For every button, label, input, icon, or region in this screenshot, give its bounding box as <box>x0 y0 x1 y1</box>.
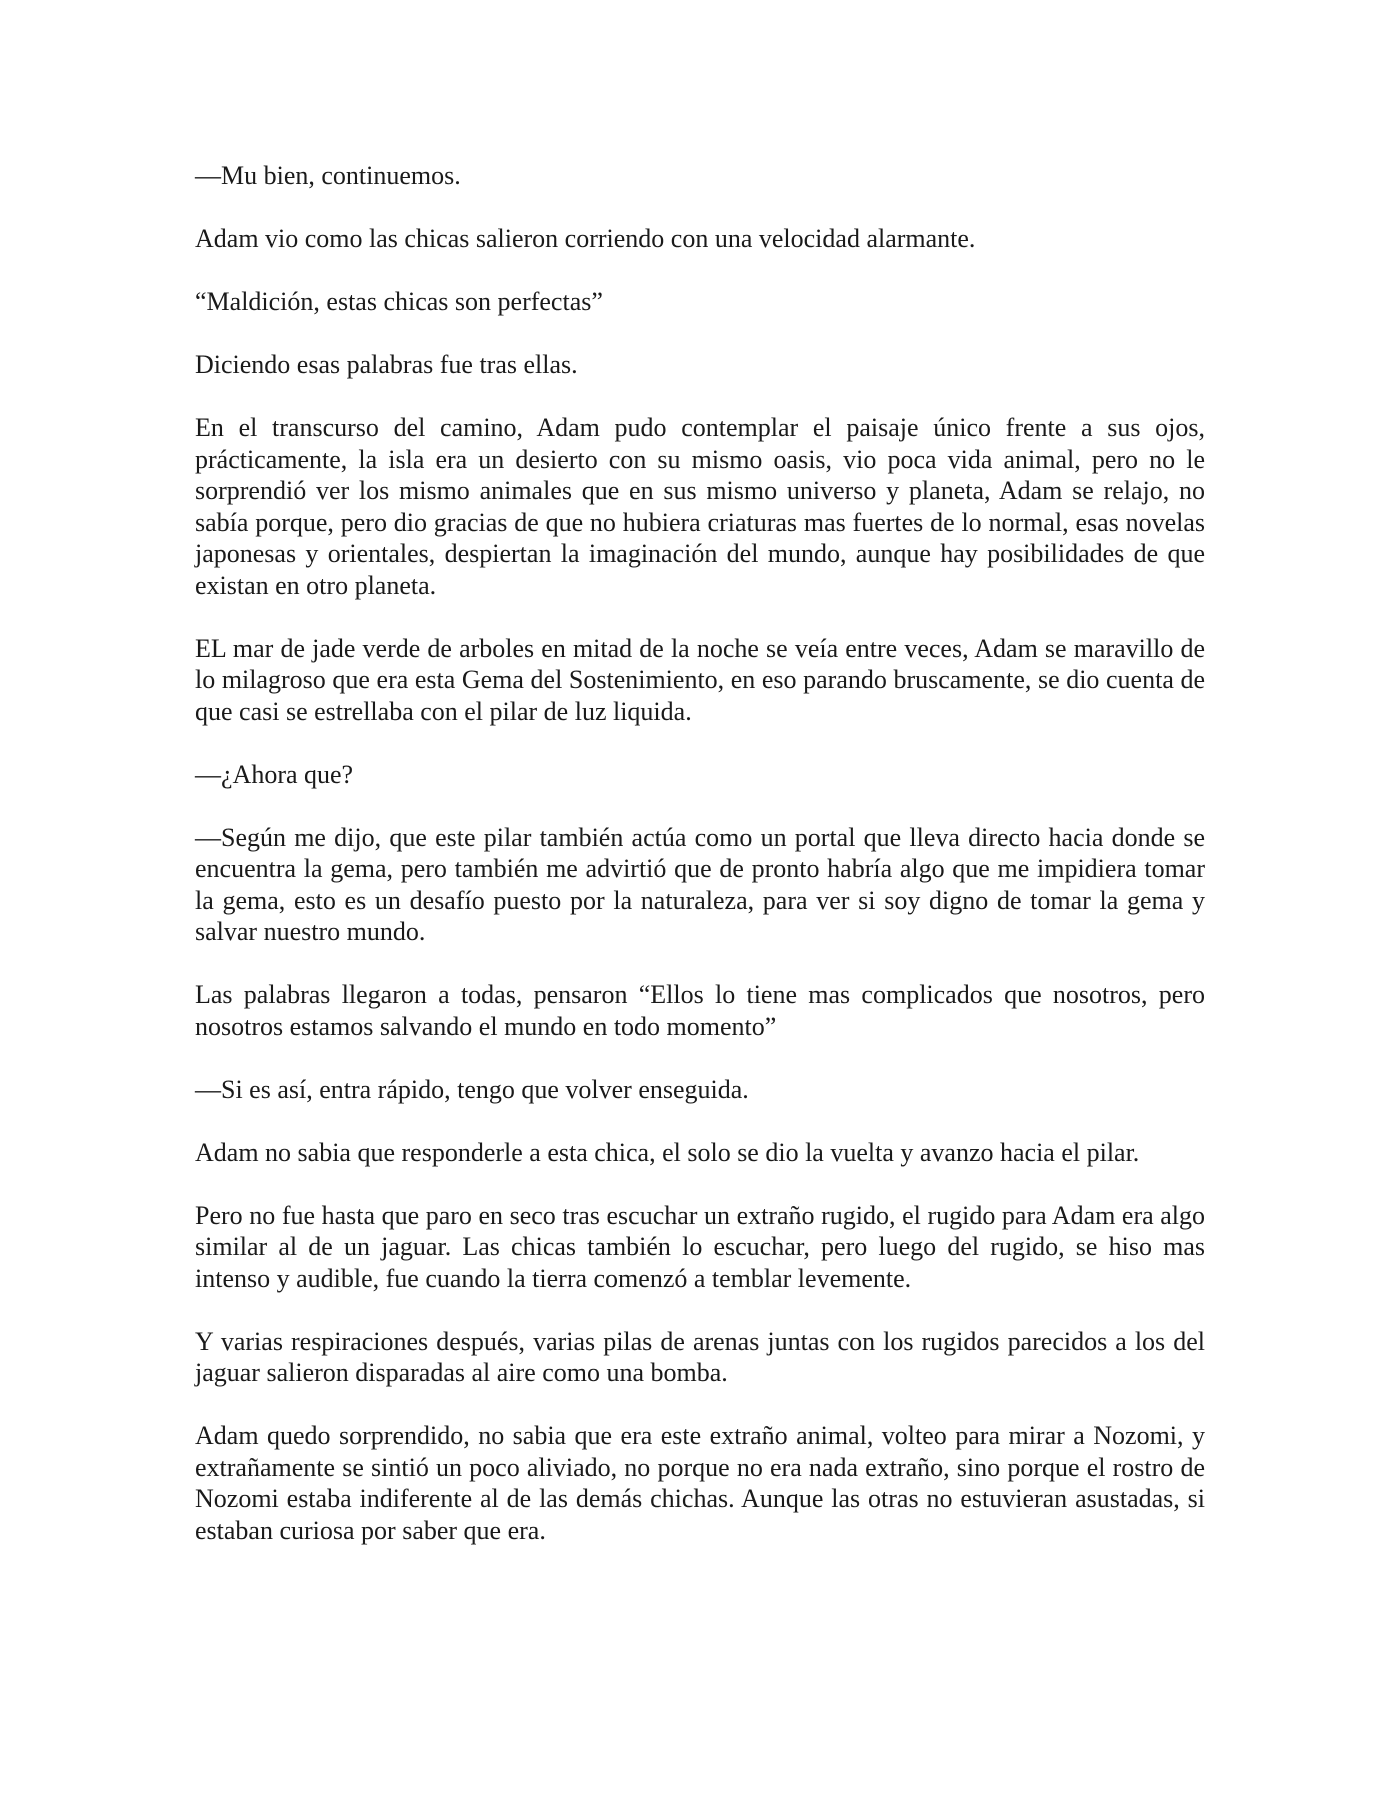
text-column <box>195 160 1205 1578</box>
thought-paragraph: “Maldición, estas chicas son perfectas” <box>195 287 603 316</box>
dialogue-paragraph: —Si es así, entra rápido, tengo que volver enseguida. <box>195 1074 749 1104</box>
dialogue-paragraph: —¿Ahora que? <box>195 759 354 789</box>
narrative-paragraph: En el transcurso del camino, Adam pudo contemplar el paisaje único frente a sus ojos, prácticamente, la isla era un desierto con su mismo oasis, vio poca vida animal, pero no le sorprendió ver los mismo animales que en sus mismo universo y planeta, Adam se relajo, no sabía porque, pero dio gracias de que no hubiera criaturas mas fuertes de lo normal, esas novelas japonesas y orientales, despiertan la imaginación del mundo, aunque hay posibilidades de que existan en otro planeta. <box>195 413 1205 600</box>
narrative-paragraph: Adam vio como las chicas salieron corriendo con una velocidad alarmante. <box>195 224 976 253</box>
narrative-paragraph: Y varias respiraciones después, varias pilas de arenas juntas con los rugidos parecidos a los del jaguar salieron disparadas al aire como una bomba. <box>195 1326 1205 1387</box>
narrative-paragraph: Adam no sabia que responderle a esta chica, el solo se dio la vuelta y avanzo hacia el pilar. <box>195 1137 1140 1167</box>
narrative-paragraph: Las palabras llegaron a todas, pensaron “Ellos lo tiene mas complicados que nosotros, pero nosotros estamos salvando el mundo en todo momento” <box>195 980 1205 1041</box>
dialogue-paragraph: —Mu bien, continuemos. <box>195 161 461 190</box>
narrative-paragraph: EL mar de jade verde de arboles en mitad de la noche se veía entre veces, Adam se maravillo de lo milagroso que era esta Gema del Sostenimiento, en eso parando bruscamente, se dio cuenta de que casi se estrellaba con el pilar de luz liquida. <box>195 633 1205 726</box>
narrative-paragraph: Adam quedo sorprendido, no sabia que era este extraño animal, volteo para mirar a Nozomi, y extrañamente se sintió un poco aliviado, no porque no era nada extraño, sino porque el rostro de Nozomi estaba indiferente al de las demás chichas. Aunque las otras no estuvieran asustadas, si estaban curiosa por saber que era. <box>195 1421 1205 1545</box>
narrative-paragraph: Pero no fue hasta que paro en seco tras escuchar un extraño rugido, el rugido para Adam era algo similar al de un jaguar. Las chicas también lo escuchar, pero luego del rugido, se hiso mas intenso y audible, fue cuando la tierra comenzó a temblar levemente. <box>195 1200 1205 1293</box>
narrative-paragraph: Diciendo esas palabras fue tras ellas. <box>195 350 578 379</box>
dialogue-paragraph: —Según me dijo, que este pilar también actúa como un portal que lleva directo hacia donde se encuentra la gema, pero también me advirtió que de pronto habría algo que me impidiera tomar la gema, esto es un desafío puesto por la naturaleza, para ver si soy digno de tomar la gema y salvar nuestro mundo. <box>195 822 1205 946</box>
